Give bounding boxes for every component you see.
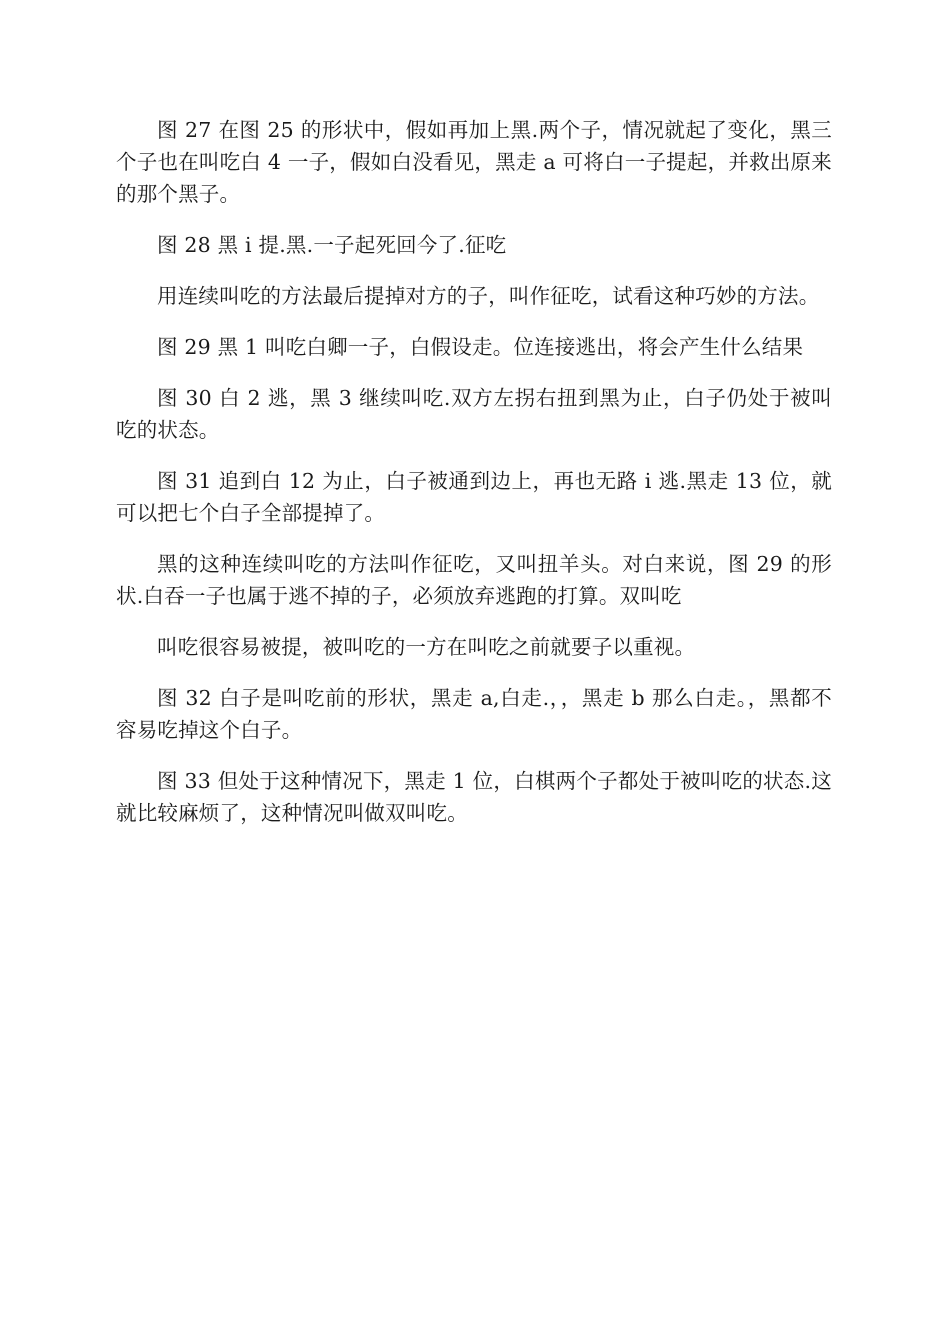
paragraph-fig30: 图 30 白 2 逃，黑 3 继续叫吃.双方左拐右扭到黑为止，白子仍处于被叫吃的状态。 xyxy=(116,386,832,442)
paragraph-zhengchi-intro: 用连续叫吃的方法最后提掉对方的子，叫作征吃，试看这种巧妙的方法。 xyxy=(157,284,820,308)
paragraph-zhengchi-summary: 黑的这种连续叫吃的方法叫作征吃，又叫扭羊头。对白来说，图 29 的形状.白吞一子也属于逃不掉的子，必须放弃逃跑的打算。双叫吃 xyxy=(116,552,832,608)
paragraph-fig28: 图 28 黑 i 提.黑.一子起死回今了.征吃 xyxy=(157,233,507,257)
paragraph-fig29: 图 29 黑 1 叫吃白卿一子，白假设走。位连接逃出，将会产生什么结果 xyxy=(157,335,804,359)
paragraph-fig27: 图 27 在图 25 的形状中，假如再加上黑.两个子，情况就起了变化，黑三个子也在叫吃白 4 一子，假如白没看见，黑走 a 可将白一子提起，并救出原来的那个黑子。 xyxy=(116,118,832,206)
paragraph-double-atari-intro: 叫吃很容易被提，被叫吃的一方在叫吃之前就要子以重视。 xyxy=(157,635,696,659)
paragraph-fig33: 图 33 但处于这种情况下，黑走 1 位，白棋两个子都处于被叫吃的状态.这就比较麻烦了，这种情况叫做双叫吃。 xyxy=(116,769,832,825)
document-body xyxy=(116,114,832,848)
paragraph-fig31: 图 31 追到白 12 为止，白子被通到边上，再也无路 i 逃.黑走 13 位，就可以把七个白子全部提掉了。 xyxy=(116,469,832,525)
paragraph-fig32: 图 32 白子是叫吃前的形状，黑走 a,白走.，，黑走 b 那么白走。，黑都不容易吃掉这个白子。 xyxy=(116,686,832,742)
